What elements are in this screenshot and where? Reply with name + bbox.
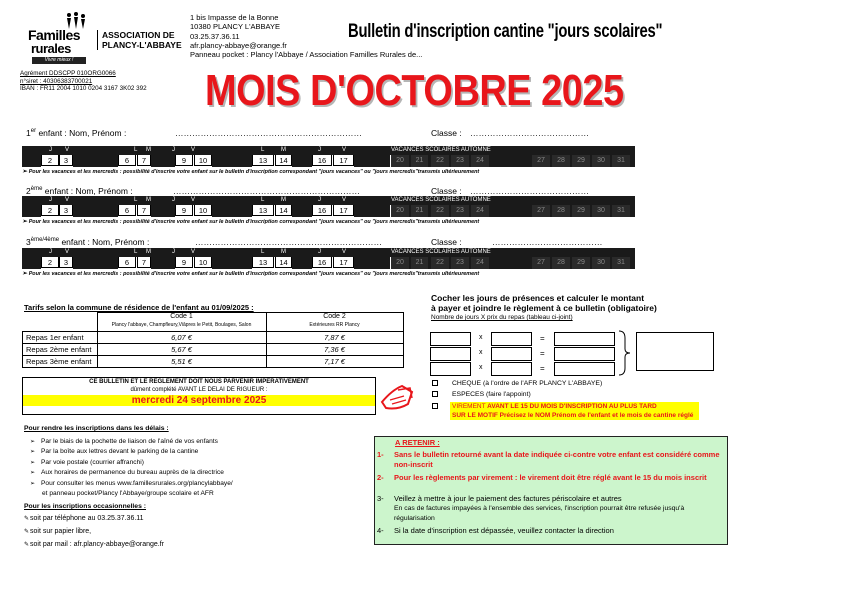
deadline-notice <box>22 377 376 415</box>
closed-day-block <box>151 205 175 217</box>
price-input-3[interactable] <box>491 362 532 376</box>
closed-day-block <box>73 257 118 269</box>
vacances-date: 29 <box>572 257 590 269</box>
list-item[interactable]: ✎ soit par mail : afr.plancy-abbaye@orange.fr <box>24 539 164 552</box>
vacances-date: 27 <box>532 257 550 269</box>
date-cell[interactable]: 2 <box>41 257 59 268</box>
address-phone: 03.25.37.36.11 <box>190 31 240 41</box>
vacances-label: VACANCES SCOLAIRES AUTOMNE <box>391 147 491 153</box>
closed-day-block <box>292 205 312 217</box>
vacances-date: 27 <box>532 155 550 167</box>
tarif-row <box>23 344 404 356</box>
vacances-date: 24 <box>471 155 489 167</box>
total-input-1[interactable] <box>554 332 615 346</box>
list-item-continuation: et panneau pocket/Plancy l'Abbaye/groupe scolaire et AFR <box>42 490 214 498</box>
date-cell[interactable]: 17 <box>333 205 354 216</box>
price-input-2[interactable] <box>491 347 532 361</box>
vacances-date: 20 <box>391 155 409 167</box>
day-letter: V <box>65 249 70 255</box>
virement-motif: SUR LE MOTIF Précisez le NOM Prénom de l'enfant et le mois de cantine réglé <box>452 412 694 419</box>
day-letter: J <box>49 249 52 255</box>
closed-day-block <box>354 205 390 217</box>
day-letter: M <box>146 197 151 203</box>
vacances-date: 21 <box>411 155 428 167</box>
date-cell[interactable]: 10 <box>194 257 212 268</box>
tarifs-table <box>22 312 404 368</box>
day-letter: V <box>342 249 347 255</box>
child1-classe-label: Classe : <box>431 128 462 138</box>
date-cell[interactable]: 13 <box>252 155 274 166</box>
date-cell[interactable]: 13 <box>252 205 274 216</box>
calendar-dates <box>22 155 635 167</box>
day-letter: L <box>134 147 138 153</box>
calendar-dates <box>22 205 635 217</box>
cheque-label: CHEQUE (à l'ordre de l'AFR PLANCY L'ABBAYE) <box>452 380 603 387</box>
address-email[interactable]: afr.plancy-abbaye@orange.fr <box>190 40 287 50</box>
tarif-row-label: Repas 1er enfant <box>23 332 98 344</box>
calendar-child2 <box>22 196 635 225</box>
tarif-code2-value: 7,36 € <box>266 344 403 356</box>
date-cell[interactable]: 9 <box>175 155 193 166</box>
day-letter: V <box>191 147 196 153</box>
day-letter: V <box>65 197 70 203</box>
date-cell[interactable]: 14 <box>275 205 292 216</box>
day-letter: L <box>261 249 265 255</box>
date-cell[interactable]: 10 <box>194 155 212 166</box>
association-name <box>97 30 182 50</box>
date-cell[interactable]: 2 <box>41 155 59 166</box>
agrement-block <box>20 70 147 93</box>
list-item: ➢ Par voie postale (courrier affranchi) <box>30 458 233 468</box>
familles-rurales-logo <box>28 14 90 63</box>
vacances-date: 29 <box>572 205 590 217</box>
child1-classe-field[interactable]: …………………………………… <box>470 128 589 138</box>
day-letter: J <box>172 197 175 203</box>
closed-day-block <box>212 155 252 167</box>
date-cell[interactable]: 3 <box>59 257 73 268</box>
vacances-date: 21 <box>411 205 428 217</box>
tarif-row <box>23 332 404 344</box>
day-letter: L <box>261 197 265 203</box>
day-letter: M <box>281 197 286 203</box>
tarif-code1-value: 6,07 € <box>97 332 266 344</box>
date-cell[interactable]: 3 <box>59 155 73 166</box>
vacances-date: 28 <box>552 257 570 269</box>
child1-label: 1er enfant : Nom, Prénom : <box>26 128 127 138</box>
equals-sign: = <box>540 334 545 343</box>
total-input-2[interactable] <box>554 347 615 361</box>
closed-day-block <box>151 155 175 167</box>
day-letter: J <box>172 249 175 255</box>
closed-day-block <box>22 155 41 167</box>
retenir-box: A RETENIR : 1- Sans le bulletin retourné avant la date indiquée ci-contre votre enfant est considéré comme non-inscrit 2- Pour les règlements par virement : le virement doit être réglé avant le 15 du mois inscrit 3- Veillez à mettre à jour le paiement des factures périscolaire et autres En cas de factures impayées à l'ensemble des services, l'inscription pourrait être refusée jusqu'à régularisation 4- Si la date d'inscription est dépassée, veuillez contacter la direction <box>374 436 728 545</box>
virement-checkbox[interactable] <box>432 403 438 409</box>
vacances-date: 20 <box>391 205 409 217</box>
payment-hand-icon <box>378 378 418 414</box>
vacances-label: VACANCES SCOLAIRES AUTOMNE <box>391 197 491 203</box>
especes-label: ESPECES (faire l'appoint) <box>452 391 531 398</box>
vacances-date: 31 <box>612 155 630 167</box>
iban-text: IBAN : FR11 2004 1010 0204 3167 3K02 392 <box>20 85 147 92</box>
deadline-date: mercredi 24 septembre 2025 <box>23 395 375 406</box>
notice-line1: CE BULLETIN ET LE REGLEMENT DOIT NOUS PARVENIR IMPERATIVEMENT <box>89 379 309 385</box>
date-cell[interactable]: 6 <box>118 205 136 216</box>
closed-day-block <box>22 257 41 269</box>
calendar-note: ➢ Pour les vacances et les mercredis : possibilité d'inscrire votre enfant sur le bulletin d'inscription correspondant "jours vacances" ou "jours mercredis"transmis ultérieurement <box>22 219 480 225</box>
agrement-text: Agrément DDSCPP 010ORG0066 <box>20 70 116 77</box>
closed-day-block <box>354 257 390 269</box>
tarifs-title: Tarifs selon la commune de résidence de l'enfant au 01/09/2025 : <box>24 303 254 312</box>
calendar-note: ➢ Pour les vacances et les mercredis : possibilité d'inscrire votre enfant sur le bulletin d'inscription correspondant "jours vacances" ou "jours mercredis"transmis ultérieurement <box>22 169 480 175</box>
vacances-date: 23 <box>451 205 469 217</box>
date-cell[interactable]: 7 <box>137 205 151 216</box>
notice-line2: dûment complété AVANT LE DELAI DE RIGUEUR : <box>130 387 268 393</box>
times-sign: x <box>479 334 483 341</box>
calendar-note: ➢ Pour les vacances et les mercredis : possibilité d'inscrire votre enfant sur le bulletin d'inscription correspondant "jours vacances" ou "jours mercredis"transmis ultérieurement <box>22 271 480 277</box>
occasional-list <box>24 513 164 551</box>
logo-tagline: Vivre mieux ! <box>32 57 86 64</box>
list-item: ➢ Par la boîte aux lettres devant le parking de la cantine <box>30 447 233 457</box>
calendar-day-letters <box>22 248 635 257</box>
child3-name-field[interactable]: ………………………………………………………… <box>195 237 382 247</box>
price-input-1[interactable] <box>491 332 532 346</box>
calendar-day-letters <box>22 146 635 155</box>
closed-day-block <box>212 205 252 217</box>
total-input-3[interactable] <box>554 362 615 376</box>
tarif-code2-header: Code 2 Extérieures RR Plancy <box>266 313 403 332</box>
address-line1: 1 bis Impasse de la Bonne <box>190 13 279 22</box>
day-letter: M <box>281 249 286 255</box>
assoc-line2: PLANCY-L'ABBAYE <box>102 40 182 50</box>
siret-text: n°siret : 40306383700021 <box>20 77 93 85</box>
closed-day-block <box>292 257 312 269</box>
occasional-title: Pour les inscriptions occasionnelles : <box>24 503 147 510</box>
day-letter: J <box>318 147 321 153</box>
vacances-label: VACANCES SCOLAIRES AUTOMNE <box>391 249 491 255</box>
day-letter: J <box>49 197 52 203</box>
logo-text-rurales: rurales <box>31 41 71 56</box>
closed-day-block <box>73 155 118 167</box>
days-input-3[interactable] <box>430 362 471 376</box>
day-letter: L <box>261 147 265 153</box>
date-cell[interactable]: 16 <box>312 155 332 166</box>
assoc-line1: ASSOCIATION DE <box>102 30 175 40</box>
calc-title-line1: Cocher les jours de présences et calculer le montant <box>431 293 645 303</box>
times-sign: x <box>479 349 483 356</box>
payment-virement-option[interactable] <box>432 403 452 410</box>
day-letter: V <box>191 249 196 255</box>
payment-cheque-option[interactable] <box>432 380 602 387</box>
date-cell[interactable]: 3 <box>59 205 73 216</box>
child2-classe-field[interactable]: …………………………………… <box>470 186 589 196</box>
date-cell[interactable]: 14 <box>275 257 292 268</box>
closed-day-block <box>292 155 312 167</box>
day-letter: V <box>65 147 70 153</box>
vacances-date: 23 <box>451 155 469 167</box>
day-letter: J <box>318 197 321 203</box>
vacances-date: 21 <box>411 257 428 269</box>
list-item: ➢ Par le biais de la pochette de liaison de l'aîné de vos enfants <box>30 437 233 447</box>
date-cell[interactable]: 7 <box>137 257 151 268</box>
child1-name-field[interactable]: ………………………………………………………… <box>175 128 362 138</box>
vacances-date: 23 <box>451 257 469 269</box>
address-panneau: Panneau pocket : Plancy l'Abbaye / Association Familles Rurales de... <box>190 50 423 60</box>
date-cell[interactable]: 6 <box>118 257 136 268</box>
vacances-date: 30 <box>592 257 610 269</box>
child3-classe-label: Classe : <box>431 237 462 247</box>
date-cell[interactable]: 9 <box>175 205 193 216</box>
vacances-date: 24 <box>471 205 489 217</box>
day-letter: V <box>342 197 347 203</box>
list-item: ✎ soit sur papier libre, <box>24 526 164 539</box>
child2-label: 2ème enfant : Nom, Prénom : <box>26 186 133 196</box>
date-cell[interactable]: 17 <box>333 155 354 166</box>
closed-day-block <box>22 205 41 217</box>
virement-label: VIREMENT <box>452 403 486 410</box>
inscription-title: Pour rendre les inscriptions dans les délais : <box>24 425 169 432</box>
tarif-row <box>23 356 404 368</box>
day-letter: V <box>342 147 347 153</box>
vacances-date: 22 <box>431 257 449 269</box>
grand-total-input[interactable] <box>636 332 714 371</box>
calc-subtitle: Nombre de jours X prix du repas (tableau ci-joint) <box>431 314 573 321</box>
closed-day-block <box>151 257 175 269</box>
vacances-date: 29 <box>572 155 590 167</box>
child3-label: $3^{ème/4ème}$ enfant : Nom, Prénom : <box>26 237 150 247</box>
day-letter: J <box>172 147 175 153</box>
day-letter: M <box>146 147 151 153</box>
address-line2: 10380 PLANCY L'ABBAYE <box>190 22 280 32</box>
especes-checkbox[interactable] <box>432 391 438 397</box>
vacances-date: 31 <box>612 205 630 217</box>
date-cell[interactable]: 10 <box>194 205 212 216</box>
tarif-code1-value: 5,67 € <box>97 344 266 356</box>
child3-classe-field[interactable]: ………………………………… <box>492 237 603 247</box>
vacances-date: 22 <box>431 205 449 217</box>
page-title: MOIS D'OCTOBRE 2025 <box>205 66 624 115</box>
date-cell[interactable]: 17 <box>333 257 354 268</box>
calendar-child3 <box>22 248 635 277</box>
list-item: ✎ soit par téléphone au 03.25.37.36.11 <box>24 513 164 526</box>
logo-text-familles: Familles <box>28 27 81 43</box>
payment-especes-option[interactable] <box>432 391 531 398</box>
list-item[interactable]: ➢ Pour consulter les menus www.famillesrurales.org/plancylabbaye/ <box>30 479 233 489</box>
date-cell[interactable]: 6 <box>118 155 136 166</box>
day-letter: J <box>49 147 52 153</box>
vacances-date: 22 <box>431 155 449 167</box>
date-cell[interactable]: 2 <box>41 205 59 216</box>
list-item: ➢ Aux horaires de permanence du bureau auprès de la directrice <box>30 468 233 478</box>
closed-day-block <box>73 205 118 217</box>
vacances-date: 27 <box>532 205 550 217</box>
bulletin-title: Bulletin d'inscription cantine "jours scolaires" <box>348 21 663 42</box>
tarif-code2-value: 7,17 € <box>266 356 403 368</box>
vacances-date: 28 <box>552 205 570 217</box>
day-letter: M <box>281 147 286 153</box>
day-letter: L <box>134 197 138 203</box>
day-letter: L <box>134 249 138 255</box>
tarif-row-label: Repas 2ème enfant <box>23 344 98 356</box>
child2-name-field[interactable]: ………………………………………………………… <box>173 186 360 196</box>
calendar-child1 <box>22 146 635 175</box>
virement-deadline: AVANT LE 15 DU MOIS D'INSCRIPTION AU PLUS TARD <box>485 403 657 410</box>
virement-text <box>450 402 699 420</box>
day-letter: M <box>146 249 151 255</box>
date-cell[interactable]: 14 <box>275 155 292 166</box>
retenir-heading: A RETENIR : <box>395 438 440 447</box>
tarif-code1-value: 5,51 € <box>97 356 266 368</box>
closed-day-block <box>354 155 390 167</box>
vacances-date: 30 <box>592 205 610 217</box>
date-cell[interactable]: 13 <box>252 257 274 268</box>
times-sign: x <box>479 364 483 371</box>
tarif-code1-header: Code 1 Plancy l'abbaye, Champfleury,Viâpres le Petit, Boulages, Salon <box>97 313 266 332</box>
vacances-date: 30 <box>592 155 610 167</box>
calendar-day-letters <box>22 196 635 205</box>
cheque-checkbox[interactable] <box>432 380 438 386</box>
child2-classe-label: Classe : <box>431 186 462 196</box>
calendar-dates <box>22 257 635 269</box>
vacances-date: 24 <box>471 257 489 269</box>
day-letter: J <box>318 249 321 255</box>
date-cell[interactable]: 7 <box>137 155 151 166</box>
calc-title <box>431 293 657 313</box>
days-input-1[interactable] <box>430 332 471 346</box>
tarif-code2-value: 7,87 € <box>266 332 403 344</box>
days-input-2[interactable] <box>430 347 471 361</box>
calc-title-line2: à payer et joindre le règlement à ce bulletin (obligatoire) <box>431 303 657 313</box>
vacances-date: 31 <box>612 257 630 269</box>
equals-sign: = <box>540 364 545 373</box>
inscription-list <box>30 437 233 499</box>
date-cell[interactable]: 16 <box>312 205 332 216</box>
equals-sign: = <box>540 349 545 358</box>
vacances-date: 28 <box>552 155 570 167</box>
date-cell[interactable]: 16 <box>312 257 332 268</box>
vacances-date: 20 <box>391 257 409 269</box>
date-cell[interactable]: 9 <box>175 257 193 268</box>
day-letter: V <box>191 197 196 203</box>
closed-day-block <box>212 257 252 269</box>
tarif-row-label: Repas 3ème enfant <box>23 356 98 368</box>
brace-icon <box>617 330 633 376</box>
